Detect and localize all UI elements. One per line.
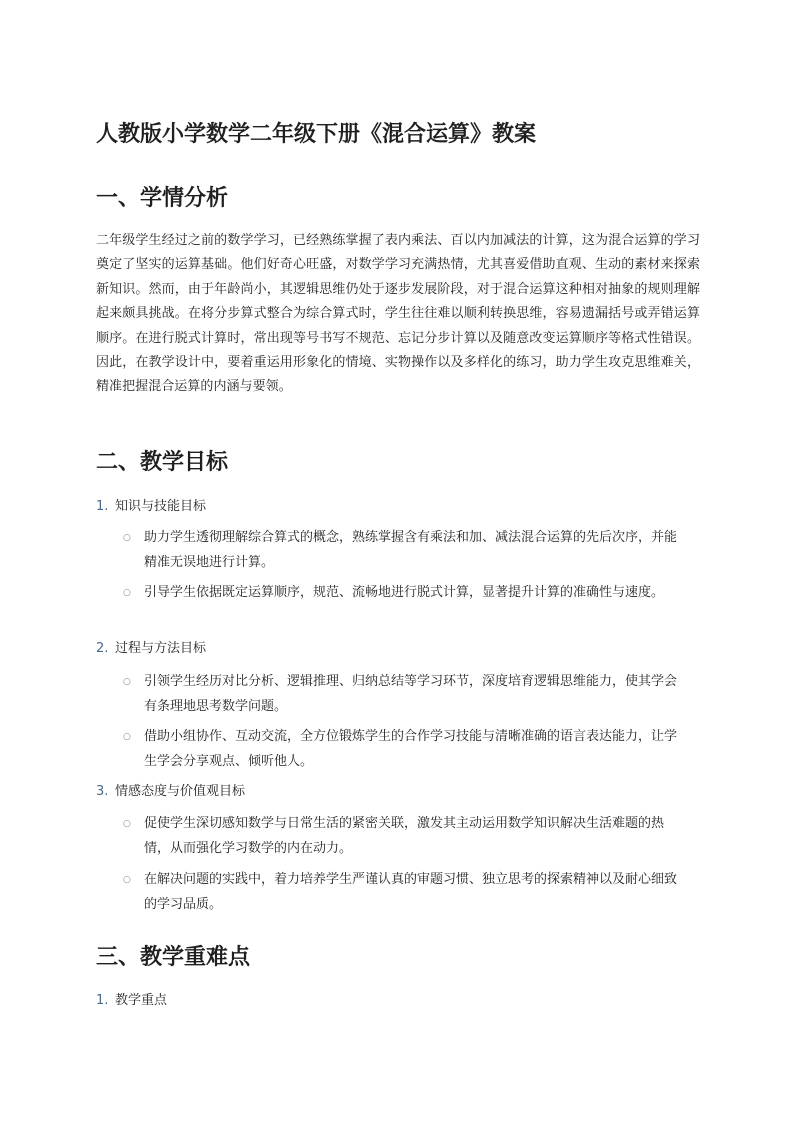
goal-item-process xyxy=(96,639,206,659)
bullet-circle-icon: ○ xyxy=(123,819,131,829)
bullet-text: 促使学生深切感知数学与日常生活的紧密关联，激发其主动运用数学知识解决生活难题的热情，从而强化学习数学的内在动力。 xyxy=(144,816,665,856)
goal-item-emotion xyxy=(96,782,245,802)
document-title: 人教版小学数学二年级下册《混合运算》教案 xyxy=(96,122,537,147)
list-item-label: 情感态度与价值观目标 xyxy=(115,784,246,799)
list-item-label: 教学重点 xyxy=(115,993,168,1008)
bullet-text: 在解决问题的实践中，着力培养学生严谨认真的审题习惯、独立思考的探索精神以及耐心细致的学习品质。 xyxy=(144,872,678,912)
bullet-item xyxy=(123,725,689,774)
key-point-item xyxy=(96,991,167,1011)
list-item-label: 知识与技能目标 xyxy=(115,499,207,514)
section-heading-key-points: 三、教学重难点 xyxy=(96,945,251,970)
bullet-item xyxy=(123,868,689,917)
bullet-text: 引导学生依据既定运算顺序，规范、流畅地进行脱式计算，显著提升计算的准确性与速度。 xyxy=(144,585,665,600)
bullet-circle-icon: ○ xyxy=(123,588,131,598)
bullet-text: 助力学生透彻理解综合算式的概念，熟练掌握含有乘法和加、减法混合运算的先后次序，并能精准无误地进行计算。 xyxy=(144,530,678,570)
section-heading-learning-analysis: 一、学情分析 xyxy=(96,186,229,211)
list-number: 1. xyxy=(96,993,109,1008)
bullet-item xyxy=(123,812,689,861)
list-number: 3. xyxy=(96,784,109,799)
bullet-circle-icon: ○ xyxy=(123,677,131,687)
list-number: 1. xyxy=(96,499,109,514)
bullet-item xyxy=(123,526,689,575)
learning-analysis-paragraph: 二年级学生经过之前的数学学习，已经熟练掌握了表内乘法、百以内加减法的计算，这为混合运算的学习奠定了坚实的运算基础。他们好奇心旺盛，对数学学习充满热情，尤其喜爱借助直观、生动的素材来探索新知识。然而，由于年龄尚小，其逻辑思维仍处于逐步发展阶段，对于混合运算这种相对抽象的规则理解起来颇具挑战。在将分步算式整合为综合算式时，学生往往难以顺利转换思维，容易遗漏括号或弄错运算顺序。在进行脱式计算时，常出现等号书写不规范、忘记分步计算以及随意改变运算顺序等格式性错误。因此，在教学设计中，要着重运用形象化的情境、实物操作以及多样化的练习，助力学生攻克思维难关，精准把握混合运算的内涵与要领。 xyxy=(96,233,700,395)
list-item-label: 过程与方法目标 xyxy=(115,641,207,656)
bullet-text: 借助小组协作、互动交流，全方位锻炼学生的合作学习技能与清晰准确的语言表达能力，让学生学会分享观点、倾听他人。 xyxy=(144,729,678,769)
list-number: 2. xyxy=(96,641,109,656)
goal-item-knowledge xyxy=(96,497,206,517)
section-heading-teaching-goals: 二、教学目标 xyxy=(96,450,229,475)
bullet-circle-icon: ○ xyxy=(123,533,131,543)
bullet-circle-icon: ○ xyxy=(123,732,131,742)
bullet-item xyxy=(123,670,689,719)
bullet-circle-icon: ○ xyxy=(123,875,131,885)
bullet-text: 引领学生经历对比分析、逻辑推理、归纳总结等学习环节，深度培育逻辑思维能力，使其学会有条理地思考数学问题。 xyxy=(144,674,678,714)
bullet-item xyxy=(123,581,689,606)
